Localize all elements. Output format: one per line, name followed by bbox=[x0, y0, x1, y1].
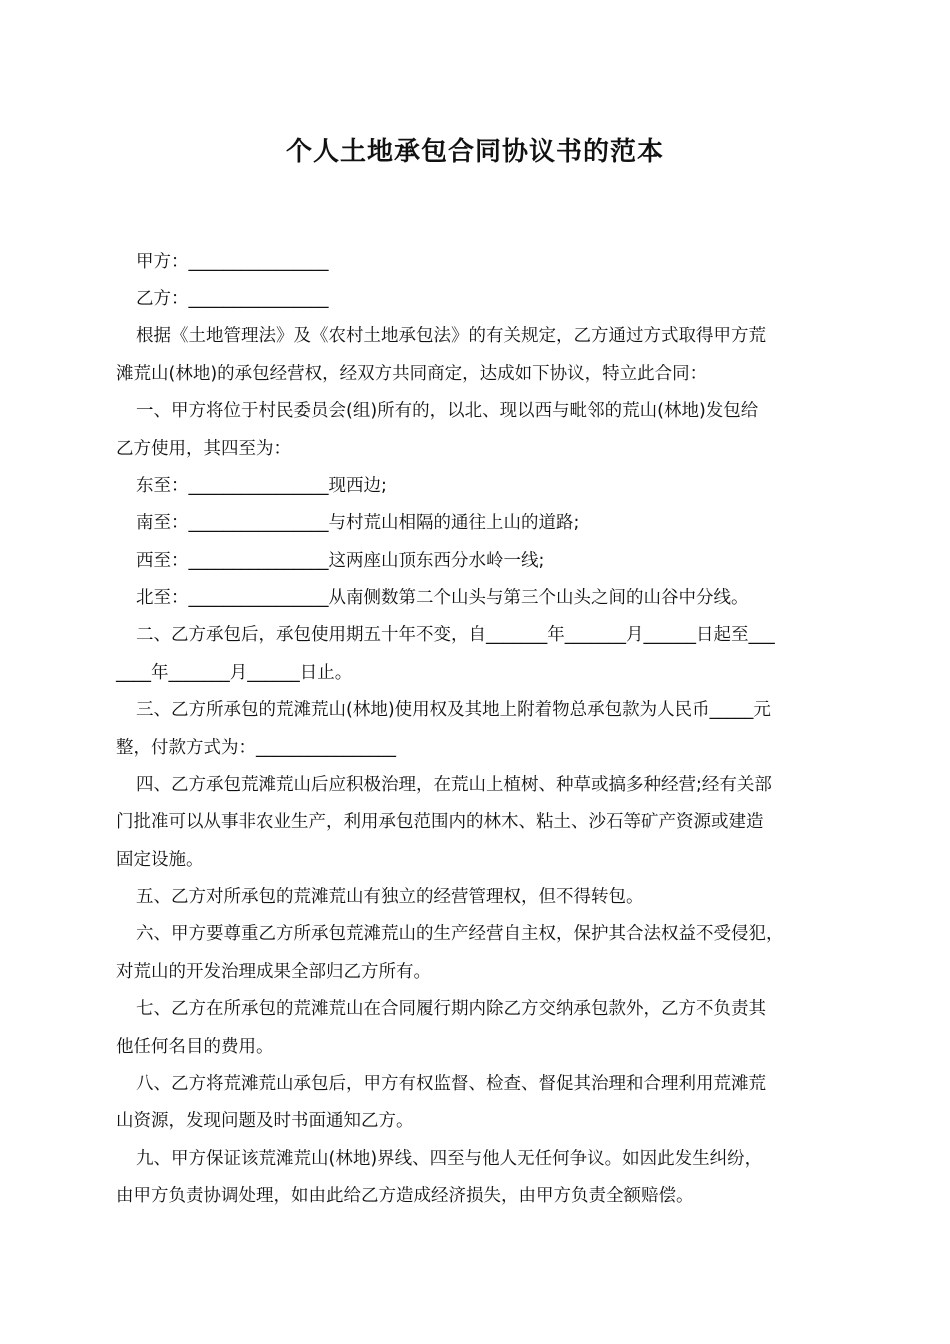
boundary-north-line: 北至：________________从南侧数第二个山头与第三个山头之间的山谷中分线。 bbox=[136, 588, 749, 608]
clause-5-line: 五、乙方对所承包的荒滩荒山有独立的经营管理权，但不得转包。 bbox=[136, 887, 644, 907]
boundary-south-line: 南至：________________与村荒山相隔的通往上山的道路; bbox=[136, 513, 580, 533]
document-title: 个人土地承包合同协议书的范本 bbox=[285, 137, 664, 167]
preamble-line: 滩荒山(林地)的承包经营权，经双方共同商定，达成如下协议，特立此合同： bbox=[116, 364, 708, 384]
clause-3-line: 整，付款方式为：________________ bbox=[116, 738, 396, 758]
clause-3-line: 三、乙方所承包的荒滩荒山(林地)使用权及其地上附着物总承包款为人民币_____元 bbox=[136, 700, 771, 720]
clause-7-line: 七、乙方在所承包的荒滩荒山在合同履行期内除乙方交纳承包款外，乙方不负责其 bbox=[136, 999, 766, 1019]
clause-6-line: 六、甲方要尊重乙方所承包荒滩荒山的生产经营自主权，保护其合法权益不受侵犯， bbox=[136, 924, 784, 944]
clause-6-line: 对荒山的开发治理成果全部归乙方所有。 bbox=[116, 962, 431, 982]
clause-9-line: 由甲方负责协调处理，如由此给乙方造成经济损失，由甲方负责全额赔偿。 bbox=[116, 1186, 694, 1206]
party-a-line: 甲方：________________ bbox=[136, 252, 329, 272]
preamble-line: 根据《土地管理法》及《农村土地承包法》的有关规定，乙方通过方式取得甲方荒 bbox=[136, 326, 766, 346]
clause-7-line: 他任何名目的费用。 bbox=[116, 1037, 274, 1057]
clause-4-line: 门批准可以从事非农业生产，利用承包范围内的林木、粘土、沙石等矿产资源或建造 bbox=[116, 812, 764, 832]
boundary-west-line: 西至：________________这两座山顶东西分水岭一线; bbox=[136, 551, 545, 571]
clause-2-line: ____年_______月______日止。 bbox=[116, 663, 353, 683]
clause-8-line: 八、乙方将荒滩荒山承包后，甲方有权监督、检查、督促其治理和合理利用荒滩荒 bbox=[136, 1074, 766, 1094]
clause-4-line: 四、乙方承包荒滩荒山后应积极治理，在荒山上植树、种草或搞多种经营;经有关部 bbox=[136, 775, 772, 795]
party-b-line: 乙方：________________ bbox=[136, 289, 329, 309]
clause-4-line: 固定设施。 bbox=[116, 850, 204, 870]
clause-2-line: 二、乙方承包后，承包使用期五十年不变，自_______年_______月______日起至___ bbox=[136, 625, 775, 645]
clause-8-line: 山资源，发现问题及时书面通知乙方。 bbox=[116, 1111, 414, 1131]
clause-1-line: 一、甲方将位于村民委员会(组)所有的，以北、现以西与毗邻的荒山(林地)发包给 bbox=[136, 401, 759, 421]
clause-9-line: 九、甲方保证该荒滩荒山(林地)界线、四至与他人无任何争议。如因此发生纠纷， bbox=[136, 1149, 763, 1169]
boundary-east-line: 东至：________________现西边; bbox=[136, 476, 387, 496]
clause-1-line: 乙方使用，其四至为： bbox=[116, 439, 291, 459]
